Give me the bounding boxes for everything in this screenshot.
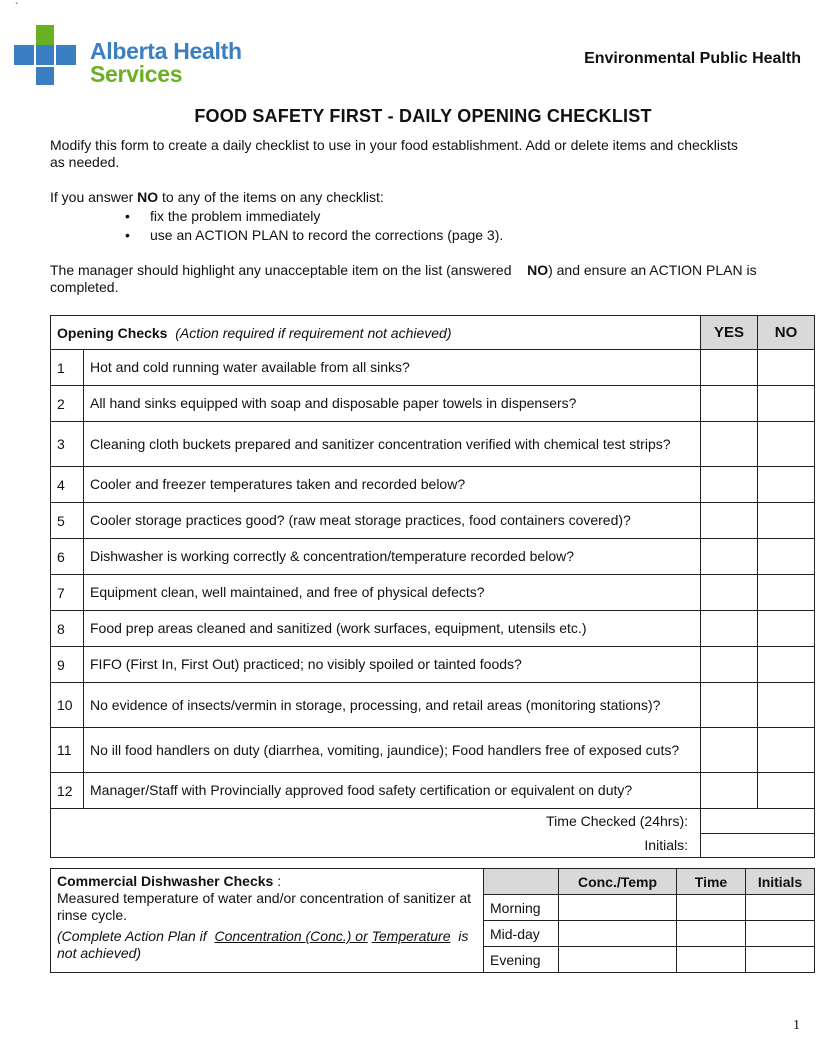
yes-checkbox[interactable] [701,683,758,728]
no-checkbox[interactable] [758,611,815,647]
checklist-row [51,647,815,683]
initials-header: Initials [746,869,815,895]
item-text: All hand sinks equipped with soap and disposable paper towels in dispensers? [84,386,701,422]
row-midday-label: Mid-day [484,921,559,947]
item-text: Dishwasher is working correctly & concentration/temperature recorded below? [84,539,701,575]
dishwasher-note: (Complete Action Plan if Concentration (Conc.) or Temperature is not achieved) [57,928,469,961]
initials-label: Initials: [51,833,701,858]
dishwasher-desc: Measured temperature of water and/or concentration of sanitizer at rinse cycle. [57,890,471,923]
yes-checkbox[interactable] [701,386,758,422]
item-text: FIFO (First In, First Out) practiced; no visibly spoiled or tainted foods? [84,647,701,683]
item-text: Cooler storage practices good? (raw meat storage practices, food containers covered)? [84,503,701,539]
item-number: 2 [51,386,84,422]
dishwasher-checks-table [50,868,815,973]
no-column-header: NO [758,316,815,350]
checklist-row [51,386,815,422]
yes-checkbox[interactable] [701,647,758,683]
dishwasher-header: Commercial Dishwasher Checks [57,873,274,889]
no-checkbox[interactable] [758,350,815,386]
yes-checkbox[interactable] [701,728,758,773]
no-checkbox[interactable] [758,683,815,728]
department-label: Environmental Public Health [584,50,801,67]
checklist-row [51,422,815,467]
evening-time-field[interactable] [677,947,746,973]
yes-checkbox[interactable] [701,611,758,647]
no-checkbox[interactable] [758,539,815,575]
midday-time-field[interactable] [677,921,746,947]
time-header: Time [677,869,746,895]
page-number: 1 [793,1018,800,1033]
yes-column-header: YES [701,316,758,350]
item-number: 8 [51,611,84,647]
no-checkbox[interactable] [758,503,815,539]
if-no-text: If you answer NO to any of the items on any checklist: [50,189,384,205]
dishwasher-blank-header [484,869,559,895]
ahs-cross-icon [14,25,94,87]
checklist-row [51,467,815,503]
item-text: Equipment clean, well maintained, and free of physical defects? [84,575,701,611]
item-number: 12 [51,773,84,809]
yes-checkbox[interactable] [701,539,758,575]
opening-checks-header: Opening Checks (Action required if requirement not achieved) [51,316,701,350]
checklist-row [51,539,815,575]
morning-initials-field[interactable] [746,895,815,921]
item-text: No ill food handlers on duty (diarrhea, vomiting, jaundice); Food handlers free of exposed cuts? [84,728,701,773]
logo-wordmark: Alberta Health Services [90,38,242,87]
page-title: FOOD SAFETY FIRST - DAILY OPENING CHECKLIST [194,106,652,126]
corner-mark: ` [15,2,19,13]
initials-field[interactable] [701,833,815,858]
item-text: Food prep areas cleaned and sanitized (work surfaces, equipment, utensils etc.) [84,611,701,647]
item-text: Manager/Staff with Provincially approved food safety certification or equivalent on duty? [84,773,701,809]
item-number: 5 [51,503,84,539]
bullet-item: • use an ACTION PLAN to record the corrections (page 3). [125,227,504,243]
no-checkbox[interactable] [758,647,815,683]
yes-checkbox[interactable] [701,503,758,539]
item-number: 3 [51,422,84,467]
item-number: 11 [51,728,84,773]
yes-checkbox[interactable] [701,773,758,809]
checklist-row [51,683,815,728]
item-text: No evidence of insects/vermin in storage, processing, and retail areas (monitoring stations)? [84,683,701,728]
row-morning-label: Morning [484,895,559,921]
item-number: 1 [51,350,84,386]
yes-checkbox[interactable] [701,467,758,503]
row-evening-label: Evening [484,947,559,973]
yes-checkbox[interactable] [701,422,758,467]
conc-temp-header: Conc./Temp [559,869,677,895]
no-checkbox[interactable] [758,386,815,422]
midday-conc-temp-field[interactable] [559,921,677,947]
morning-conc-temp-field[interactable] [559,895,677,921]
no-checkbox[interactable] [758,773,815,809]
item-number: 6 [51,539,84,575]
item-number: 10 [51,683,84,728]
dishwasher-info-cell: Commercial Dishwasher Checks : Measured temperature of water and/or concentration of sanitizer at rinse cycle. (Complete Action Plan if Concentration (Conc.) or Temperature is not achieved) [51,869,484,973]
item-text: Hot and cold running water available from all sinks? [84,350,701,386]
item-number: 9 [51,647,84,683]
checklist-row [51,611,815,647]
checklist-row [51,350,815,386]
checklist-row [51,575,815,611]
time-checked-label: Time Checked (24hrs): [51,809,701,834]
no-checkbox[interactable] [758,467,815,503]
item-number: 4 [51,467,84,503]
time-checked-field[interactable] [701,809,815,834]
intro-text: Modify this form to create a daily checklist to use in your food establishment. Add or delete items and checklists as needed. [50,137,738,170]
yes-checkbox[interactable] [701,575,758,611]
item-text: Cleaning cloth buckets prepared and sanitizer concentration verified with chemical test strips? [84,422,701,467]
checklist-row [51,728,815,773]
midday-initials-field[interactable] [746,921,815,947]
yes-checkbox[interactable] [701,350,758,386]
manager-note: The manager should highlight any unacceptable item on the list (answered NO) and ensure an ACTION PLAN is completed. [50,262,757,295]
no-checkbox[interactable] [758,422,815,467]
item-number: 7 [51,575,84,611]
no-checkbox[interactable] [758,575,815,611]
checklist-row [51,773,815,809]
opening-checks-table [50,315,815,858]
item-text: Cooler and freezer temperatures taken and recorded below? [84,467,701,503]
morning-time-field[interactable] [677,895,746,921]
no-checkbox[interactable] [758,728,815,773]
bullet-item: • fix the problem immediately [125,208,321,224]
checklist-row [51,503,815,539]
evening-conc-temp-field[interactable] [559,947,677,973]
evening-initials-field[interactable] [746,947,815,973]
